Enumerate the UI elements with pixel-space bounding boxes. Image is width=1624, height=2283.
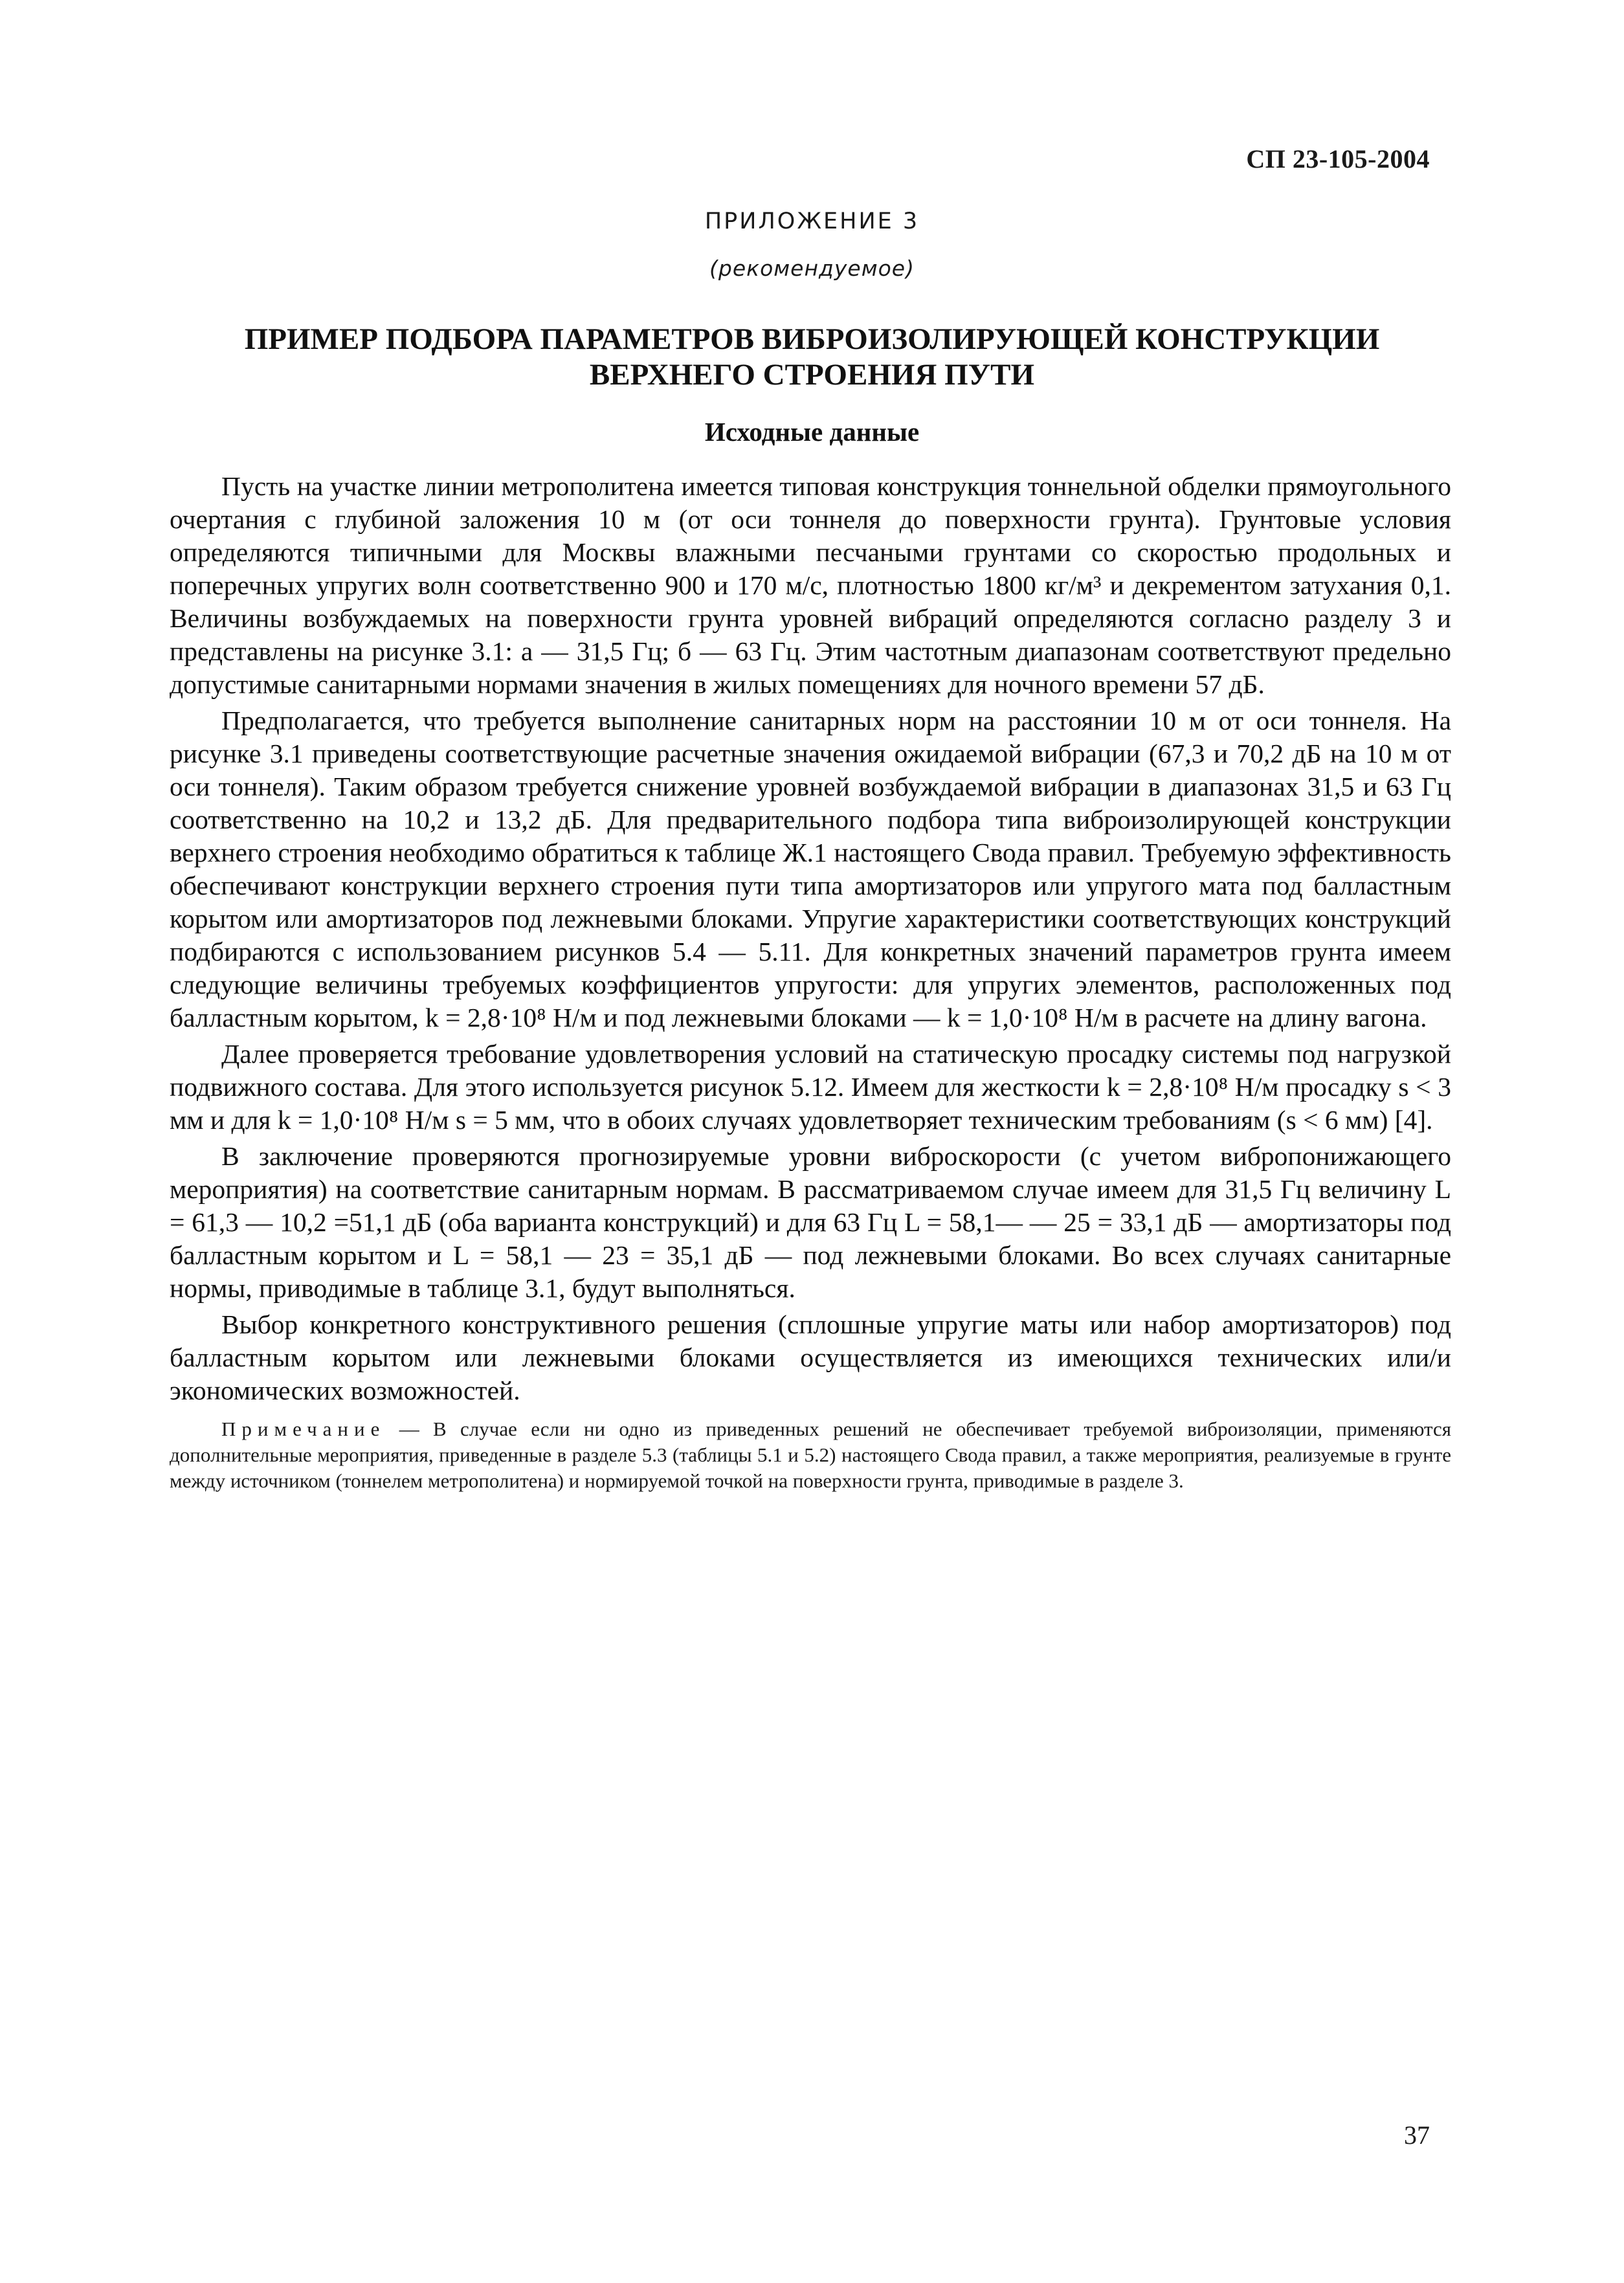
section-title: Исходные данные bbox=[704, 417, 920, 447]
title-line-1: ПРИМЕР ПОДБОРА ПАРАМЕТРОВ ВИБРОИЗОЛИРУЮЩЕЙ КОНСТРУКЦИИ bbox=[244, 322, 1380, 356]
note bbox=[170, 1416, 1451, 1494]
paragraph-2: Предполагается, что требуется выполнение санитарных норм на расстоянии 10 м от оси тоннеля. На рисунке 3.1 приведены соответствующие расчетные значения ожидаемой вибрации (67,3 и 70,2 дБ на 10 м от оси тоннеля). Таким образом требуется снижение уровней возбуждаемой вибрации в диапазонах 31,5 и 63 Гц соответственно на 10,2 и 13,2 дБ. Для предварительного подбора типа виброизолирующей конструкции верхнего строения необходимо обратиться к таблице Ж.1 настоящего Свода правил. Требуемую эффективность обеспечивают конструкции верхнего строения пути типа амортизаторов или упругого мата под балластным корытом или амортизаторов под лежневыми блоками. Упругие характеристики соответствующих конструкций подбираются с использованием рисунков 5.4 — 5.11. Для конкретных значений параметров грунта имеем следующие величины требуемых коэффициентов упругости: для упругих элементов, расположенных под балластным корытом, k = 2,8·10⁸ Н/м и под лежневыми блоками — k = 1,0·10⁸ Н/м в расчете на длину вагона. bbox=[170, 706, 1451, 1032]
document-code: СП 23-105-2004 bbox=[1246, 144, 1430, 173]
appendix-label: ПРИЛОЖЕНИЕ 3 bbox=[704, 208, 920, 234]
appendix-status: (рекомендуемое) bbox=[709, 256, 915, 281]
note-label: Примечание bbox=[221, 1418, 386, 1440]
paragraph-1: Пусть на участке линии метрополитена имеется типовая конструкция тоннельной обделки прямоугольного очертания с глубиной заложения 10 м (от оси тоннеля до поверхности грунта). Грунтовые условия определяются типичными для Москвы влажными песчаными грунтами со скоростью продольных и поперечных упругих волн соответственно 900 и 170 м/с, плотностью 1800 кг/м³ и декрементом затухания 0,1. Величины возбуждаемых на поверхности грунта уровней вибраций определяются согласно разделу 3 и представлены на рисунке 3.1: а — 31,5 Гц; б — 63 Гц. Этим частотным диапазонам соответствуют предельно допустимые санитарными нормами значения в жилых помещениях для ночного времени 57 дБ. bbox=[170, 471, 1451, 699]
title-line-2: ВЕРХНЕГО СТРОЕНИЯ ПУТИ bbox=[589, 358, 1035, 392]
body-text bbox=[170, 470, 1451, 1494]
note-text: — В случае если ни одно из приведенных решений не обеспечивает требуемой виброизоляции, применяются дополнительные мероприятия, приведенные в разделе 5.3 (таблицы 5.1 и 5.2) настоящего Свода правил, а также мероприятия, реализуемые в грунте между источником (тоннелем метрополитена) и нормируемой точкой на поверхности грунта, приводимые в разделе 3. bbox=[170, 1418, 1451, 1492]
paragraph-4: В заключение проверяются прогнозируемые уровни виброскорости (с учетом вибропонижающего мероприятия) на соответствие санитарным нормам. В рассматриваемом случае имеем для 31,5 Гц величину L = 61,3 — 10,2 =51,1 дБ (оба варианта конструкций) и для 63 Гц L = 58,1— — 25 = 33,1 дБ — амортизаторы под балластным корытом и L = 58,1 — 23 = 35,1 дБ — под лежневыми блоками. Во всех случаях санитарные нормы, приводимые в таблице 3.1, будут выполняться. bbox=[170, 1141, 1451, 1303]
page-title bbox=[168, 322, 1456, 393]
page-number: 37 bbox=[1404, 2121, 1430, 2150]
paragraph-5: Выбор конкретного конструктивного решения (сплошные упругие маты или набор амортизаторов) под балластным корытом или лежневыми блоками осуществляется из имеющихся технических или/и экономических возможностей. bbox=[170, 1309, 1451, 1405]
paragraph-3: Далее проверяется требование удовлетворения условий на статическую просадку системы под нагрузкой подвижного состава. Для этого используется рисунок 5.12. Имеем для жесткости k = 2,8·10⁸ Н/м просадку s < 3 мм и для k = 1,0·10⁸ Н/м s = 5 мм, что в обоих случаях удовлетворяет техническим требованиям (s < 6 мм) [4]. bbox=[170, 1039, 1451, 1135]
